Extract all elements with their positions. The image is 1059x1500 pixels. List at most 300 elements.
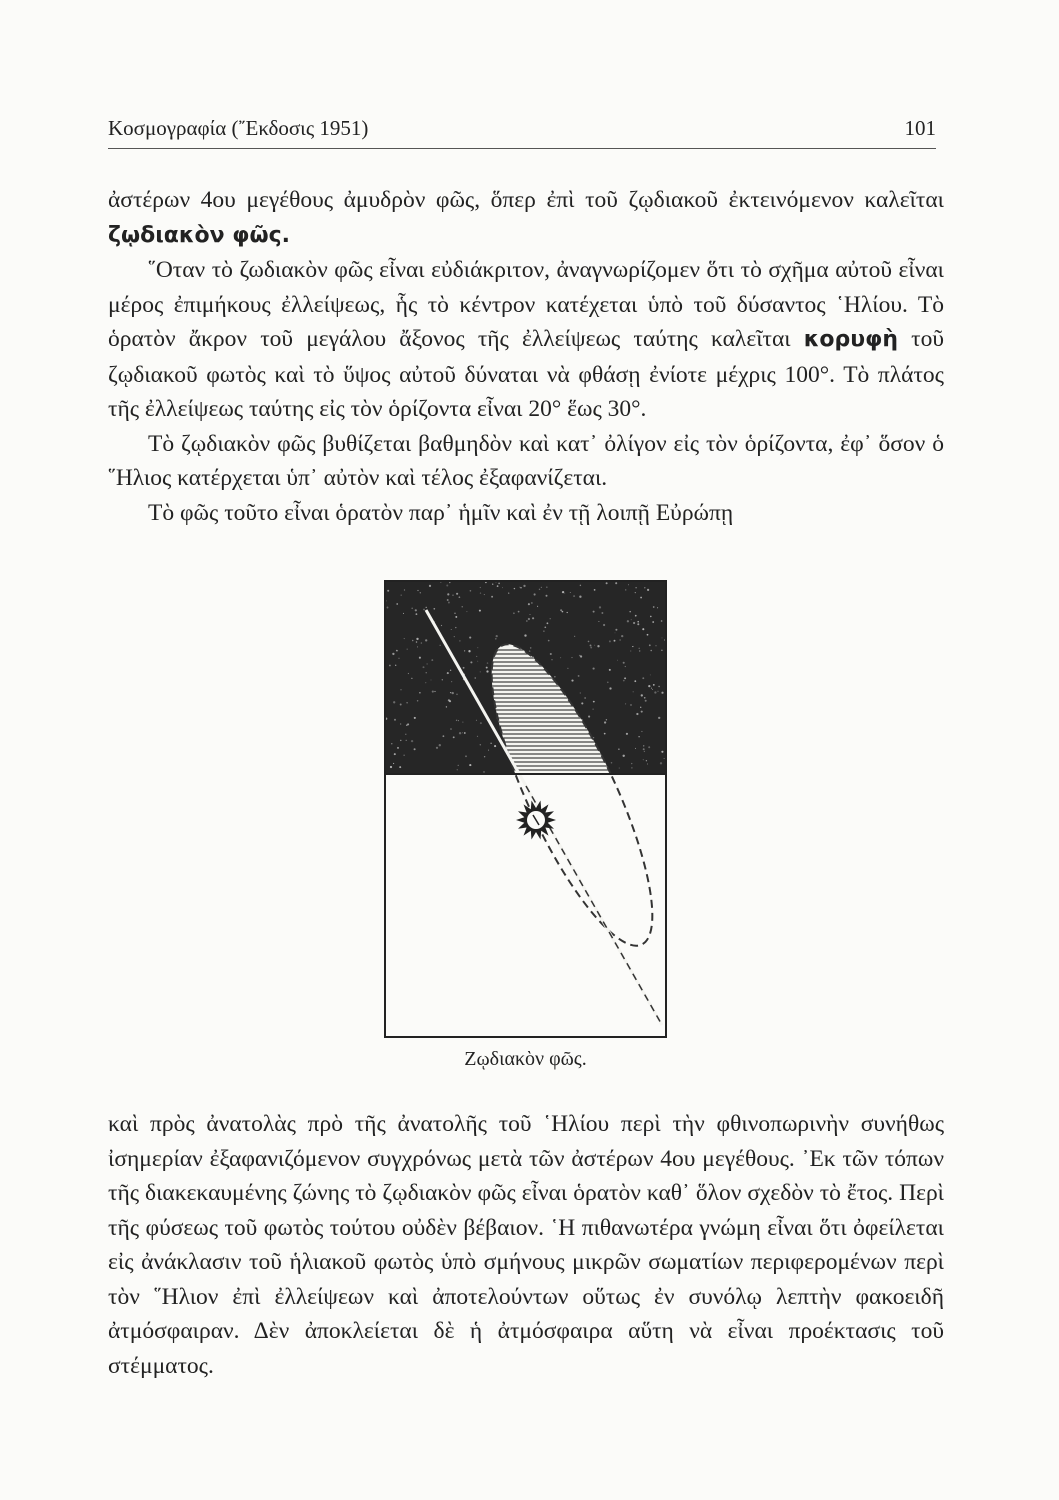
star xyxy=(387,590,389,592)
star xyxy=(640,597,642,599)
star xyxy=(647,634,649,636)
star xyxy=(539,589,540,590)
star xyxy=(609,687,611,689)
star xyxy=(562,611,564,613)
paragraph: Τὸ φῶς τοῦτο εἶναι ὁρατὸν παρ᾽ ἡμῖν καὶ ἐν τῇ λοιπῇ Εὐρώπῃ xyxy=(148,499,734,526)
star xyxy=(641,711,643,713)
star xyxy=(570,592,571,593)
star xyxy=(417,590,418,591)
zodiacal-light-illustration xyxy=(384,580,667,1038)
star xyxy=(425,682,426,683)
star xyxy=(609,640,611,642)
star xyxy=(649,644,651,646)
star xyxy=(623,680,625,682)
star xyxy=(457,769,458,770)
star xyxy=(645,700,647,702)
star xyxy=(647,764,648,765)
star xyxy=(477,736,478,737)
star xyxy=(518,611,520,613)
star xyxy=(447,599,449,601)
star xyxy=(661,650,663,652)
star xyxy=(588,716,590,718)
star xyxy=(391,743,392,744)
star xyxy=(629,611,631,613)
star xyxy=(431,659,433,661)
star xyxy=(496,635,498,637)
star xyxy=(541,587,542,588)
star xyxy=(609,669,611,671)
zodiacal-light-figure xyxy=(384,580,667,1038)
star xyxy=(406,740,407,741)
star xyxy=(484,756,485,757)
star xyxy=(480,671,481,672)
star xyxy=(567,612,568,613)
star xyxy=(389,665,391,667)
star xyxy=(416,638,418,640)
bold-term: ζῳδιακὸν φῶς. xyxy=(108,222,291,248)
star xyxy=(456,693,458,695)
star xyxy=(480,722,482,724)
star xyxy=(455,627,456,628)
star xyxy=(644,751,645,752)
star xyxy=(470,661,472,663)
star xyxy=(447,593,449,595)
star xyxy=(483,771,485,773)
star xyxy=(450,670,451,671)
star xyxy=(462,606,463,607)
star xyxy=(490,743,491,744)
text-block-top xyxy=(108,183,944,530)
star xyxy=(446,585,448,587)
star xyxy=(632,646,633,647)
star xyxy=(434,691,435,692)
star xyxy=(606,719,607,720)
star xyxy=(479,610,481,612)
star xyxy=(390,766,392,768)
star xyxy=(571,680,573,682)
star xyxy=(650,674,651,675)
star xyxy=(465,755,467,757)
text-block-bottom xyxy=(108,1107,944,1383)
star xyxy=(519,587,520,588)
star xyxy=(630,704,631,705)
star xyxy=(578,675,580,677)
star xyxy=(524,634,526,636)
star xyxy=(624,677,626,679)
star xyxy=(653,606,655,608)
star xyxy=(400,689,401,690)
star xyxy=(544,626,546,628)
star xyxy=(643,745,644,746)
star xyxy=(468,650,470,652)
star xyxy=(399,658,400,659)
star xyxy=(628,584,629,585)
star xyxy=(654,691,656,693)
star xyxy=(392,653,394,655)
star xyxy=(639,650,640,651)
star xyxy=(625,666,626,667)
star xyxy=(448,602,450,604)
star xyxy=(626,733,628,735)
star xyxy=(546,586,548,588)
star xyxy=(652,689,653,690)
star xyxy=(641,694,643,696)
star xyxy=(661,751,663,753)
star xyxy=(658,691,659,692)
star xyxy=(416,641,418,643)
star xyxy=(546,595,548,597)
star xyxy=(450,692,451,693)
star xyxy=(594,645,595,646)
star xyxy=(487,662,488,663)
star xyxy=(441,625,442,626)
star xyxy=(497,585,499,587)
star xyxy=(574,636,575,637)
star xyxy=(572,657,573,658)
star xyxy=(531,602,532,603)
star xyxy=(403,613,404,614)
star xyxy=(534,593,536,595)
star xyxy=(394,719,396,721)
star xyxy=(411,607,413,609)
star xyxy=(532,617,534,619)
star xyxy=(395,665,396,666)
paragraph: καὶ πρὸς ἀνατολὰς πρὸ τῆς ἀνατολῆς τοῦ ῾Ηλίου περὶ τὴν φθινοπωρινὴν συνήθως ἰσημερίαν ἐξαφανιζόμενον συγχρόνως μετὰ τῶν ἀστέρων 4ου μεγέθους. ᾽Εκ τῶν τόπων τῆς διακεκαυμένης ζώνης τὸ ζῳδιακὸν φῶς εἶναι ὁρατὸν καθ᾽ ὅλον σχεδὸν τὸ ἔτος. Περὶ τῆς φύσεως τοῦ φωτὸς τούτου οὐδὲν βέβαιον. ῾Η πιθανωτέρα γνώμη εἶναι ὅτι ὀφείλεται εἰς ἀνάκλασιν τοῦ ἡλιακοῦ φωτὸς ὑπὸ σμήνους μικρῶν σωματίων περιφερομένων περὶ τὸν ῞Ηλιον ἐπὶ ἐλλείψεων καὶ ἀποτελούντων οὕτως ἐν συνόλῳ λεπτὴν φακοειδῆ ἀτμόσφαιραν. Δὲν ἀποκλείεται δὲ ἡ ἀτμόσφαιρα αὕτη νὰ εἶναι προέκτασις τοῦ στέμματος. xyxy=(108,1111,944,1379)
star xyxy=(643,748,645,750)
star xyxy=(393,701,395,703)
star xyxy=(397,747,399,749)
running-title: Κοσμογραφία (῎Εκδοσις 1951) xyxy=(108,116,369,140)
star xyxy=(451,629,452,630)
star xyxy=(419,692,421,694)
star xyxy=(562,591,564,593)
star xyxy=(581,702,583,704)
star xyxy=(650,650,652,652)
star xyxy=(528,603,530,605)
star xyxy=(442,679,443,680)
star xyxy=(520,587,521,588)
paragraph-text: ῞Οταν τὸ ζωδιακὸν φῶς εἶναι εὐδιάκριτον, ἀναγνωρίζομεν ὅτι τὸ σχῆμα αὐτοῦ εἶναι μέρος ἐπιμήκους ἐλλείψεως, ἧς τὸ κέντρον κατέχεται ὑπὸ τοῦ δύσαντος ῾Ηλίου. Τὸ ὁρατὸν ἄκρον τοῦ μεγάλου ἄξονος τῆς ἐλλείψεως ταύτης καλεῖται xyxy=(108,257,944,352)
star xyxy=(658,717,660,719)
star xyxy=(662,637,663,638)
star xyxy=(488,750,489,751)
paragraph xyxy=(108,253,944,427)
star xyxy=(466,611,467,612)
star xyxy=(638,736,639,737)
star xyxy=(454,612,456,614)
star xyxy=(447,672,449,674)
star xyxy=(530,647,532,649)
star xyxy=(397,650,398,651)
star xyxy=(450,728,452,730)
star xyxy=(480,587,481,588)
star xyxy=(451,681,452,682)
star xyxy=(635,748,636,749)
star xyxy=(458,720,459,721)
star xyxy=(475,677,476,678)
star xyxy=(614,640,616,642)
star xyxy=(560,657,561,658)
running-header xyxy=(108,112,936,149)
star xyxy=(635,587,636,588)
star xyxy=(644,587,645,588)
star xyxy=(615,632,616,633)
star xyxy=(429,585,431,587)
star xyxy=(456,720,457,721)
star xyxy=(407,649,408,650)
star xyxy=(480,592,481,593)
star xyxy=(459,596,461,598)
star xyxy=(396,603,398,605)
star xyxy=(551,659,552,660)
star xyxy=(636,713,638,715)
paragraph: Τὸ ζῳδιακὸν φῶς βυθίζεται βαθμηδὸν καὶ κατ᾽ ὀλίγον εἰς τὸν ὁρίζοντα, ἐφ᾽ ὅσον ὁ ῞Ηλιος κατέρχεται ὑπ᾽ αὐτὸν καὶ τέλος ἐξαφανίζεται. xyxy=(108,430,944,491)
star xyxy=(657,607,658,608)
star xyxy=(593,701,595,703)
star xyxy=(523,585,525,587)
star xyxy=(644,697,646,699)
star xyxy=(414,748,416,750)
star xyxy=(617,660,618,661)
star xyxy=(550,618,551,619)
star xyxy=(433,608,435,610)
star xyxy=(411,678,412,679)
star xyxy=(404,638,405,639)
star xyxy=(633,691,634,692)
star xyxy=(426,607,427,608)
star xyxy=(621,635,623,637)
star xyxy=(638,648,639,649)
star xyxy=(625,589,627,591)
star xyxy=(425,639,427,641)
star xyxy=(513,612,515,614)
star xyxy=(620,639,621,640)
star xyxy=(623,755,625,757)
paragraph-text: ἀστέρων 4ου μεγέθους ἀμυδρὸν φῶς, ὅπερ ἐπὶ τοῦ ζῳδιακοῦ ἐκτεινόμενον καλεῖται xyxy=(108,187,944,213)
star xyxy=(462,722,463,723)
star xyxy=(642,677,644,679)
star xyxy=(588,641,590,643)
page-number: 101 xyxy=(904,116,936,140)
star xyxy=(640,707,641,708)
star xyxy=(400,740,401,741)
star xyxy=(414,717,416,719)
star xyxy=(661,692,663,694)
star xyxy=(634,680,636,682)
star xyxy=(631,619,632,620)
star xyxy=(615,582,617,584)
star xyxy=(630,651,631,652)
star xyxy=(463,667,465,669)
star xyxy=(648,746,650,748)
star xyxy=(604,721,606,723)
star xyxy=(476,656,477,657)
star xyxy=(660,762,662,764)
star xyxy=(393,763,394,764)
star xyxy=(436,747,438,749)
star xyxy=(646,760,647,761)
star xyxy=(464,650,465,651)
star xyxy=(607,682,609,684)
star xyxy=(439,744,441,746)
star xyxy=(554,676,555,677)
star xyxy=(459,640,460,641)
figure-caption: Ζῳδιακὸν φῶς. xyxy=(464,1048,587,1070)
star xyxy=(597,645,599,647)
star xyxy=(455,616,457,618)
star xyxy=(590,644,592,646)
star xyxy=(601,612,603,614)
star xyxy=(508,592,509,593)
star xyxy=(641,731,642,732)
star xyxy=(526,620,527,621)
star xyxy=(484,594,485,595)
star xyxy=(627,620,629,622)
star xyxy=(592,709,593,710)
star xyxy=(408,673,409,674)
star xyxy=(415,609,417,611)
star xyxy=(400,723,401,724)
star xyxy=(625,703,626,704)
star xyxy=(664,758,665,759)
star xyxy=(637,621,639,623)
star xyxy=(584,697,585,698)
star xyxy=(530,614,531,615)
star xyxy=(470,590,472,592)
star xyxy=(456,593,458,595)
star xyxy=(604,733,606,735)
star xyxy=(598,621,599,622)
star xyxy=(652,621,654,623)
star xyxy=(452,692,454,694)
bold-term: κορυφὴ xyxy=(803,327,898,352)
star xyxy=(599,606,601,608)
star xyxy=(477,647,478,648)
star xyxy=(623,662,625,664)
star xyxy=(655,645,656,646)
star xyxy=(453,736,455,738)
star xyxy=(404,755,405,756)
star xyxy=(458,765,459,766)
star xyxy=(420,592,421,593)
star xyxy=(400,704,402,706)
star xyxy=(498,583,500,585)
star xyxy=(406,724,407,725)
star xyxy=(440,645,441,646)
star xyxy=(615,629,617,631)
star xyxy=(452,595,453,596)
star xyxy=(633,622,635,624)
star xyxy=(486,667,488,669)
star xyxy=(573,595,575,597)
star xyxy=(603,624,605,626)
star xyxy=(469,764,471,766)
star xyxy=(421,642,423,644)
star xyxy=(432,691,434,693)
star xyxy=(543,630,545,632)
star xyxy=(469,637,471,639)
star xyxy=(647,589,649,591)
star xyxy=(593,668,595,670)
star xyxy=(661,620,663,622)
star xyxy=(619,768,620,769)
star xyxy=(491,596,493,598)
star xyxy=(454,636,455,637)
star xyxy=(431,680,432,681)
star xyxy=(637,623,639,625)
star xyxy=(412,640,414,642)
star xyxy=(658,686,659,687)
star xyxy=(426,672,427,673)
star xyxy=(495,638,497,640)
star xyxy=(606,582,608,584)
star xyxy=(462,732,463,733)
star xyxy=(635,592,636,593)
star xyxy=(529,650,531,652)
star xyxy=(643,759,644,760)
star xyxy=(423,666,425,668)
star xyxy=(404,589,405,590)
star xyxy=(618,748,619,749)
star xyxy=(394,753,396,755)
star xyxy=(480,744,481,745)
star xyxy=(387,607,389,609)
star xyxy=(476,720,477,721)
star xyxy=(416,613,418,615)
star xyxy=(411,740,413,742)
star xyxy=(579,655,581,657)
star xyxy=(449,700,451,702)
star xyxy=(417,646,418,647)
star xyxy=(648,685,650,687)
star xyxy=(446,706,447,707)
star xyxy=(560,609,562,611)
star xyxy=(442,735,444,737)
star xyxy=(631,763,632,764)
star xyxy=(423,609,425,611)
star xyxy=(537,606,538,607)
star xyxy=(464,732,466,734)
star xyxy=(550,653,552,655)
star xyxy=(405,734,406,735)
star xyxy=(406,702,407,703)
star xyxy=(650,616,652,618)
star xyxy=(567,668,568,669)
star xyxy=(401,594,402,595)
star xyxy=(459,732,461,734)
star xyxy=(593,611,595,613)
star xyxy=(494,745,496,747)
paragraph xyxy=(108,183,944,253)
star xyxy=(492,584,493,585)
star xyxy=(528,618,530,620)
star xyxy=(564,593,565,594)
star xyxy=(580,692,581,693)
star xyxy=(514,588,515,589)
star xyxy=(548,640,550,642)
star xyxy=(547,622,549,624)
star xyxy=(579,596,581,598)
star xyxy=(631,767,632,768)
paragraph-text: τοῦ ζῳδιακοῦ φωτὸς καὶ τὸ ὕψος αὐτοῦ δύναται νὰ φθάσῃ ἐνίοτε μέχρις 100°. Τὸ πλάτος τῆς ἐλλείψεως ταύτης εἰς τὸν ὁρίζοντα εἶναι 20° ἕως 30°. xyxy=(108,326,944,422)
star xyxy=(653,684,655,686)
star xyxy=(477,661,478,662)
star xyxy=(594,589,596,591)
star xyxy=(486,670,488,672)
star xyxy=(642,628,644,630)
star xyxy=(417,700,419,702)
star xyxy=(427,663,428,664)
